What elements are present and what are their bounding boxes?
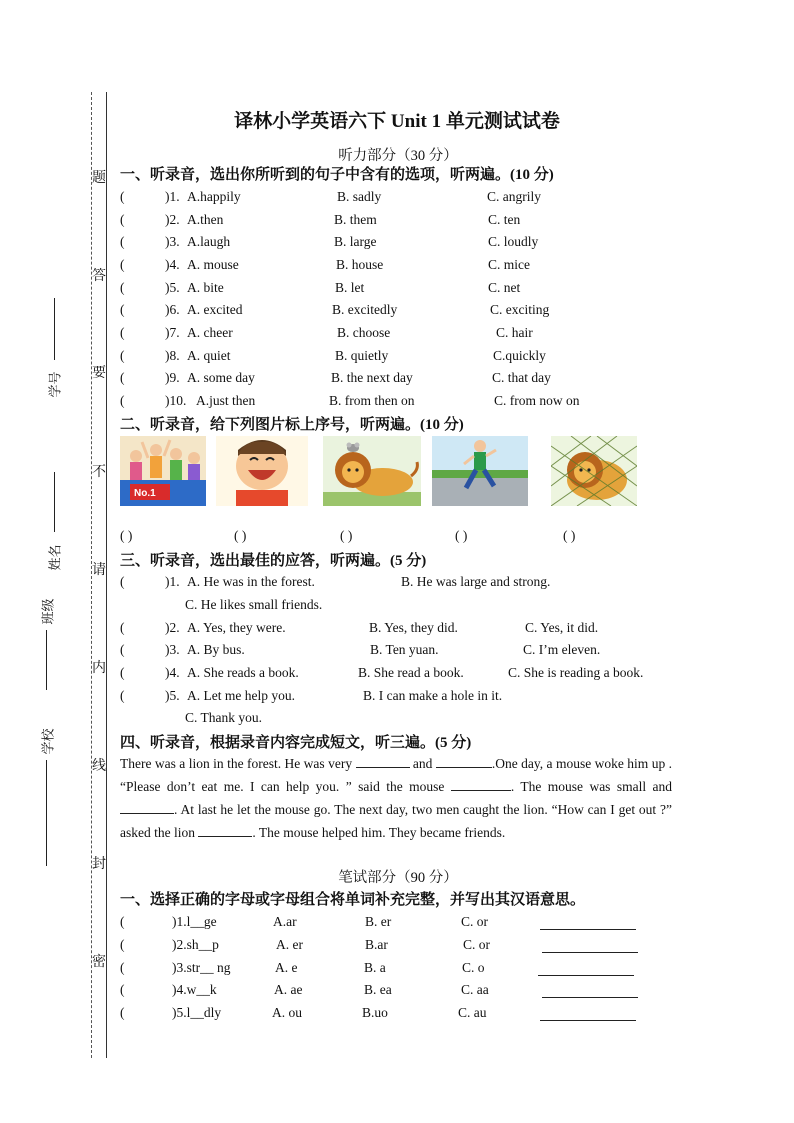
option-a: A. ou (272, 1005, 302, 1020)
option-a: A. some day (187, 370, 255, 385)
picture-laughing-boy (216, 436, 308, 506)
answer-paren[interactable]: ( (120, 937, 125, 952)
binding-char: 内 (92, 661, 106, 676)
binding-char: 不 (92, 465, 106, 480)
word-stem: )2.sh__p (172, 937, 219, 952)
option-a: A. cheer (187, 325, 233, 340)
option-b: B. the next day (331, 370, 413, 385)
option-a: A. By bus. (187, 642, 245, 657)
section-heading: 一、选择正确的字母或字母组合将单词补充完整，并写出其汉语意思。 (120, 892, 586, 908)
option-b: B. Ten yuan. (370, 642, 439, 657)
cloze-passage: There was a lion in the forest. He was very and .One day, a mouse woke him up . “Please don’t eat me. I can help you. ” said the mouse . The mouse was small and . At last he let the mouse go. The next day, two men caught the lion. “How can I get out ?” asked the lion . The mouse helped him. They became friends. (120, 756, 672, 840)
student-no-label: 学号 (47, 371, 63, 398)
question-number: )7. (165, 325, 180, 340)
option-b: B. from then on (329, 393, 415, 408)
meaning-blank[interactable] (542, 952, 638, 953)
option-c: C. angrily (487, 189, 541, 204)
answer-paren[interactable]: ( (120, 914, 125, 929)
option-c: C. net (488, 280, 521, 295)
section-heading: 三、听录音，选出最佳的应答，听两遍。(5 分) (120, 553, 427, 569)
question-number: )9. (165, 370, 180, 385)
word-stem: )5.l__dly (172, 1005, 222, 1020)
binding-char: 题 (92, 171, 106, 186)
answer-paren[interactable]: ( (120, 325, 125, 340)
picture-answer-1[interactable]: ( ) (120, 528, 133, 543)
answer-paren[interactable]: ( (120, 280, 125, 295)
option-a: A. bite (187, 280, 224, 295)
option-c: C. ten (488, 212, 521, 227)
option-b: B. ea (364, 982, 392, 997)
answer-paren[interactable]: ( (120, 189, 125, 204)
option-b: B. let (335, 280, 365, 295)
option-a: A. ae (274, 982, 303, 997)
option-b: B.ar (365, 937, 388, 952)
option-a: A. Yes, they were. (187, 620, 286, 635)
option-a: A.ar (273, 914, 297, 929)
question-number: )1. (165, 574, 180, 589)
option-c: C. from now on (494, 393, 580, 408)
option-a: A. excited (187, 302, 243, 317)
meaning-blank[interactable] (542, 997, 638, 998)
picture-cheering-crowd (120, 436, 206, 506)
school-label: 学校 (40, 728, 56, 755)
question-number: )6. (165, 302, 180, 317)
option-b: B. choose (337, 325, 391, 340)
question-number: )3. (165, 234, 180, 249)
picture-answer-3[interactable]: ( ) (340, 528, 353, 543)
cloze-blank-3[interactable] (451, 778, 511, 791)
page-title: 译林小学英语六下 Unit 1 单元测试试卷 (234, 111, 560, 132)
question-number: )10. (165, 393, 187, 408)
option-b: B. a (364, 960, 386, 975)
option-a: A.then (187, 212, 224, 227)
answer-paren[interactable]: ( (120, 257, 125, 272)
cloze-blank-5[interactable] (198, 824, 252, 837)
option-b: B. Yes, they did. (369, 620, 458, 635)
option-c: C. Thank you. (185, 710, 262, 725)
answer-paren[interactable]: ( (120, 234, 125, 249)
question-number: )5. (165, 280, 180, 295)
question-number: )8. (165, 348, 180, 363)
option-b: B. She read a book. (358, 665, 464, 680)
option-c: C. aa (461, 982, 489, 997)
option-c: C. mice (488, 257, 530, 272)
option-c: C.quickly (493, 348, 546, 363)
svg-text:No.1: No.1 (134, 488, 156, 499)
answer-paren[interactable]: ( (120, 212, 125, 227)
question-number: )5. (165, 688, 180, 703)
section-heading: 一、听录音，选出你所听到的句子中含有的选项，听两遍。(10 分) (120, 167, 554, 183)
word-stem: )3.str__ ng (172, 960, 231, 975)
option-a: A. Let me help you. (187, 688, 295, 703)
picture-answer-4[interactable]: ( ) (455, 528, 468, 543)
option-b: B. excitedly (332, 302, 398, 317)
binding-char: 线 (92, 759, 106, 774)
picture-lion-with-mouse (323, 436, 421, 506)
answer-paren[interactable]: ( (120, 960, 125, 975)
answer-paren[interactable]: ( (120, 982, 125, 997)
option-a: A.laugh (187, 234, 231, 249)
name-label: 姓名 (47, 544, 63, 571)
listening-header: 听力部分（30 分） (338, 148, 458, 164)
option-b: B.uo (362, 1005, 388, 1020)
answer-paren[interactable]: ( (120, 393, 125, 408)
binding-char: 密 (92, 955, 106, 970)
question-number: )1. (165, 189, 180, 204)
meaning-blank[interactable] (538, 975, 634, 976)
answer-paren[interactable]: ( (120, 1005, 125, 1020)
binding-char: 要 (92, 366, 106, 381)
answer-paren[interactable]: ( (120, 620, 125, 635)
class-label: 班级 (40, 598, 56, 625)
option-a: A. e (275, 960, 298, 975)
option-b: B. I can make a hole in it. (363, 688, 503, 703)
answer-paren[interactable]: ( (120, 642, 125, 657)
option-c: C. I’m eleven. (523, 642, 601, 657)
answer-paren[interactable]: ( (120, 348, 125, 363)
picture-running-man (432, 436, 528, 506)
binding-char: 请 (92, 563, 106, 578)
section-heading: 四、听录音，根据录音内容完成短文，听三遍。(5 分) (120, 735, 472, 751)
option-b: B. He was large and strong. (401, 574, 551, 589)
picture-answer-2[interactable]: ( ) (234, 528, 247, 543)
writing-header: 笔试部分（90 分） (338, 870, 458, 886)
option-c: C. loudly (488, 234, 539, 249)
question-number: )2. (165, 620, 180, 635)
option-c: C. He likes small friends. (185, 597, 323, 612)
option-a: A.happily (187, 189, 241, 204)
meaning-blank[interactable] (540, 929, 636, 930)
option-c: C. She is reading a book. (508, 665, 644, 680)
word-stem: )4.w__k (172, 982, 217, 997)
question-number: )2. (165, 212, 180, 227)
answer-paren[interactable]: ( (120, 302, 125, 317)
binding-char: 封 (92, 857, 106, 872)
option-c: C. or (463, 937, 490, 952)
section-heading: 二、听录音，给下列图片标上序号，听两遍。(10 分) (120, 417, 464, 433)
binding-char: 答 (92, 269, 106, 284)
option-c: C. hair (496, 325, 533, 340)
option-c: C. au (458, 1005, 487, 1020)
option-c: C. or (461, 914, 488, 929)
option-b: B. them (334, 212, 377, 227)
picture-lion-in-net (551, 436, 637, 506)
option-b: B. sadly (337, 189, 382, 204)
word-stem: )1.l__ge (172, 914, 217, 929)
answer-paren[interactable]: ( (120, 574, 125, 589)
option-b: B. large (334, 234, 377, 249)
answer-paren[interactable]: ( (120, 665, 125, 680)
meaning-blank[interactable] (540, 1020, 636, 1021)
option-a: A. er (276, 937, 303, 952)
option-c: C. exciting (490, 302, 550, 317)
cloze-blank-1[interactable] (356, 755, 410, 768)
option-b: B. quietly (335, 348, 389, 363)
option-a: A.just then (196, 393, 256, 408)
option-c: C. o (462, 960, 485, 975)
cloze-blank-2[interactable] (436, 755, 492, 768)
question-number: )4. (165, 257, 180, 272)
answer-paren[interactable]: ( (120, 370, 125, 385)
option-a: A. He was in the forest. (187, 574, 315, 589)
question-number: )4. (165, 665, 180, 680)
option-c: C. Yes, it did. (525, 620, 599, 635)
option-b: B. er (365, 914, 392, 929)
question-number: )3. (165, 642, 180, 657)
answer-paren[interactable]: ( (120, 688, 125, 703)
option-c: C. that day (492, 370, 551, 385)
option-a: A. quiet (187, 348, 231, 363)
option-a: A. She reads a book. (187, 665, 299, 680)
cloze-blank-4[interactable] (120, 801, 174, 814)
option-a: A. mouse (187, 257, 239, 272)
option-b: B. house (336, 257, 384, 272)
picture-answer-5[interactable]: ( ) (563, 528, 576, 543)
binding-solid-line (106, 92, 107, 1058)
